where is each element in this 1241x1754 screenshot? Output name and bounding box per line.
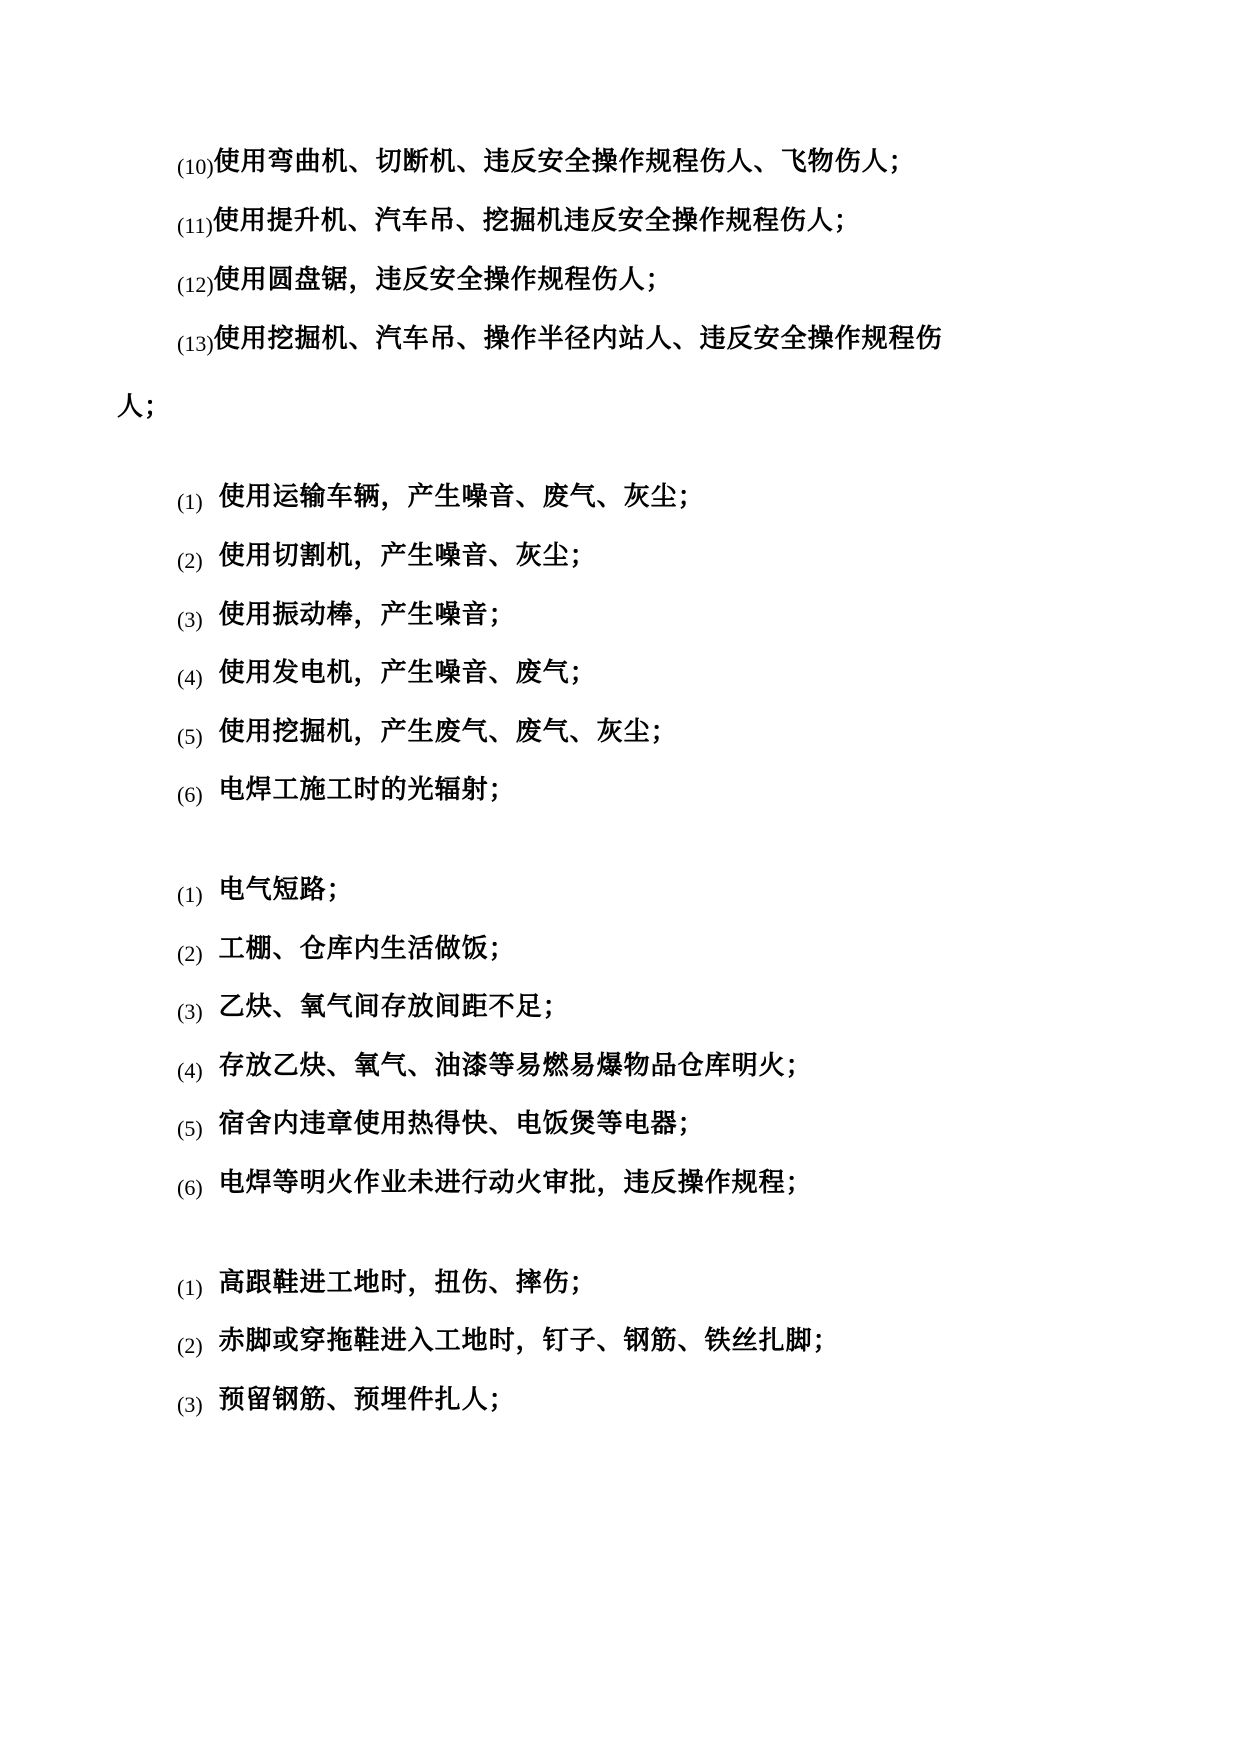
item-text: 使用圆盘锯，违反安全操作规程伤人； — [213, 265, 673, 295]
list-item — [177, 205, 861, 242]
item-number: (2) — [177, 941, 203, 966]
item-number: (13) — [177, 331, 214, 356]
item-number: (5) — [177, 1116, 203, 1141]
list-item — [177, 481, 705, 518]
list-item — [177, 264, 673, 301]
item-number: (6) — [177, 782, 203, 807]
item-number: (3) — [177, 607, 203, 632]
item-number: (4) — [177, 665, 203, 690]
item-text: 宿舍内违章使用热得快、电饭煲等电器； — [218, 1109, 705, 1139]
item-text: 使用发电机，产生噪音、废气； — [218, 658, 597, 688]
item-number: (5) — [177, 724, 203, 749]
list-item — [177, 774, 516, 811]
item-text: 电焊工施工时的光辐射； — [218, 775, 516, 805]
item-number: (2) — [177, 1333, 203, 1358]
item-number: (6) — [177, 1175, 203, 1200]
list-item — [177, 323, 943, 360]
list-item-continuation — [117, 391, 171, 423]
item-number: (3) — [177, 999, 203, 1024]
list-item — [177, 716, 678, 753]
item-number: (1) — [177, 489, 203, 514]
list-item — [177, 1325, 840, 1362]
list-item — [177, 1108, 705, 1145]
item-text: 使用振动棒，产生噪音； — [218, 600, 516, 630]
item-number: (1) — [177, 882, 203, 907]
list-item — [177, 874, 354, 911]
item-text: 使用挖掘机、汽车吊、操作半径内站人、违反安全操作规程伤 — [213, 324, 943, 354]
list-item — [177, 657, 597, 694]
item-text: 乙炔、氧气间存放间距不足； — [218, 992, 570, 1022]
list-item — [177, 1167, 813, 1204]
item-number: (3) — [177, 1392, 203, 1417]
item-number: (12) — [177, 272, 214, 297]
list-item — [177, 1267, 597, 1304]
item-text: 电气短路； — [218, 875, 354, 905]
item-text: 预留钢筋、预埋件扎人； — [218, 1385, 516, 1415]
item-text: 使用挖掘机，产生废气、废气、灰尘； — [218, 717, 678, 747]
list-item — [177, 146, 916, 183]
list-item — [177, 540, 597, 577]
item-text: 电焊等明火作业未进行动火审批，违反操作规程； — [218, 1168, 813, 1198]
item-text: 工棚、仓库内生活做饭； — [218, 934, 516, 964]
item-number: (10) — [177, 154, 214, 179]
item-text: 使用弯曲机、切断机、违反安全操作规程伤人、飞物伤人； — [213, 147, 916, 177]
item-text-continuation: 人； — [117, 392, 172, 422]
list-item — [177, 991, 570, 1028]
item-text: 使用提升机、汽车吊、挖掘机违反安全操作规程伤人； — [212, 206, 861, 236]
item-text: 使用运输车辆，产生噪音、废气、灰尘； — [218, 482, 705, 512]
list-item — [177, 1384, 516, 1421]
item-number: (11) — [177, 213, 213, 238]
item-number: (4) — [177, 1058, 203, 1083]
list-item — [177, 1050, 813, 1087]
item-number: (2) — [177, 548, 203, 573]
item-text: 高跟鞋进工地时，扭伤、摔伤； — [218, 1268, 597, 1298]
item-text: 赤脚或穿拖鞋进入工地时，钉子、钢筋、铁丝扎脚； — [218, 1326, 840, 1356]
item-number: (1) — [177, 1275, 203, 1300]
list-item — [177, 599, 516, 636]
item-text: 存放乙炔、氧气、油漆等易燃易爆物品仓库明火； — [218, 1051, 813, 1081]
list-item — [177, 933, 516, 970]
item-text: 使用切割机，产生噪音、灰尘； — [218, 541, 597, 571]
